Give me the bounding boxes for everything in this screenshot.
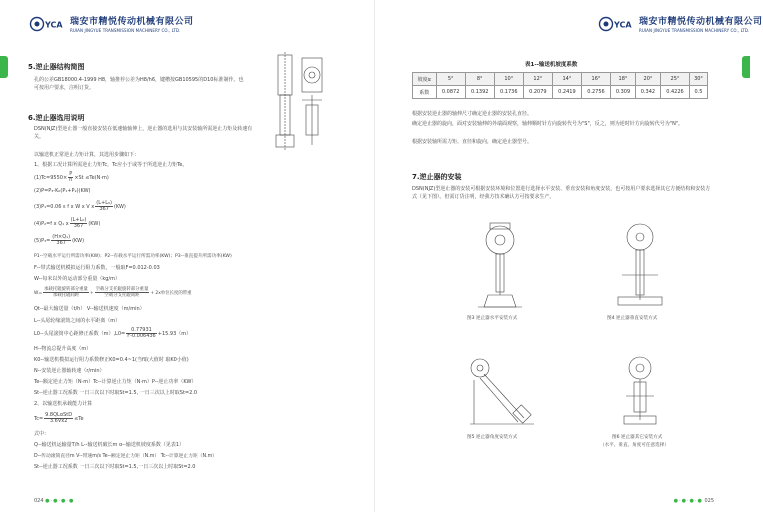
formula-1-lhs: (1)Tc=9550× <box>34 175 68 181</box>
table-row <box>413 73 708 86</box>
formula-label: 式中： <box>34 431 50 437</box>
table-cell: 14° <box>552 73 581 86</box>
para-bore: 根据安装逆止器的轴伸尺寸确定逆止器的安装孔直径。 <box>412 111 533 117</box>
para-model: 根据安装轴所需力矩、直径和旋向，确定逆止器型号。 <box>412 139 533 145</box>
company-name-cn: 瑞安市精悦传动机械有限公司 <box>70 17 194 27</box>
var-qt: Qt--最大输送量（t/h） V--输送机速度（m/min） <box>34 306 145 312</box>
formula-3-num: (L+L₀) <box>96 200 112 206</box>
formula-2: (2)P=P₃-K₀(P₁+P₂)(KW) <box>34 188 91 194</box>
step2-text: 2、以输送机承载能力计算 <box>34 401 93 407</box>
fig5-caption: 图5 逆止器角度安装方式 <box>467 435 518 440</box>
company-name-en-right: RUIAN JINGYUE TRANSMISSION MACHINERY CO., LTD. <box>639 28 750 33</box>
fig3-horizontal-install-drawing <box>460 215 540 310</box>
backstop-structure-diagram <box>268 50 328 155</box>
var-h: H--物流总提升高度（m） <box>34 346 92 352</box>
formula-5-num: (H×Q₁) <box>52 234 71 240</box>
para-rotation: 确定逆止器的旋向，面对安装轴伸的外端面观察，轴伸顺时针方向旋转代号为"S"，反之，则为逆时针方向旋转代号为"N"。 <box>412 121 684 127</box>
formula-1-num: P <box>69 171 73 177</box>
table-cell: 18° <box>611 73 636 86</box>
formula-l0-num: 0.77931 <box>126 328 157 334</box>
formula-w-num2: 空载分支托辊旋转部分重量 <box>95 287 149 292</box>
fig5-angle-install-drawing <box>460 350 540 430</box>
section5-text: 孔的公差GB18000.4-1999 H8，轴推荐公差为H8/h6，键槽按GB10595的D10标准制作。也可按用户要求，注明订货。 <box>34 77 244 91</box>
green-tab-left <box>0 56 8 78</box>
page-number-right-value: 025 <box>704 498 714 504</box>
formula-1-rhs: ×St ≤Te(N·m) <box>74 175 109 181</box>
page-number-left-value: 024 <box>34 498 44 504</box>
table-cell: 0.1736 <box>494 86 523 99</box>
table-row <box>413 86 708 99</box>
formula-l0 <box>34 328 191 339</box>
formula-w-rhs: + 2x单位长度的带重 <box>150 291 192 296</box>
company-name-en: RUIAN JINGYUE TRANSMISSION MACHINERY CO., LTD. <box>70 28 181 33</box>
fig6-subcaption: （水平、垂直、角度可任意选择） <box>600 443 669 448</box>
steps-intro: 以输送机正常逆止力矩计算，其选用步骤如下： <box>34 152 140 158</box>
table-cell: 5° <box>436 73 465 86</box>
formula-4-den: 367 <box>73 223 84 229</box>
formula-3-rhs: (KW) <box>113 204 126 210</box>
company-logo <box>28 14 194 33</box>
table-cell: 10° <box>494 73 523 86</box>
formula-5-lhs: (5)P₃= <box>34 238 51 244</box>
table-cell: 0.5 <box>690 86 708 99</box>
fig4-vertical-install-drawing <box>600 215 680 310</box>
table-cell: 0.2419 <box>552 86 581 99</box>
var-q: Q--输送机运输量T/h L--输送机破长m α--输送机坡度系数（见表1） <box>34 442 185 448</box>
table-cell: 0.2756 <box>581 86 610 99</box>
formula-3-den: 367 <box>99 206 109 212</box>
formula-l0-den: F-0.006436 <box>127 333 156 339</box>
var-n: N--安装逆止器轴转速（r/min） <box>34 368 105 374</box>
table-cell: 0.2079 <box>523 86 552 99</box>
decor-dots-right: ●·●·●·● <box>673 498 703 504</box>
table-cell: 0.4226 <box>660 86 689 99</box>
fig6-caption: 图6 逆止器其它安装方式 <box>612 435 663 440</box>
table-cell: 0.1392 <box>465 86 494 99</box>
logo-gear-icon-right <box>597 16 635 32</box>
var-te: Te--额定逆止力矩（N·m）Tc--计算逆止力矩（N·m）P--逆止功率（KW） <box>34 379 197 385</box>
table-cell: 0.309 <box>611 86 636 99</box>
table-cell: 12° <box>523 73 552 86</box>
page-number-left <box>34 498 74 504</box>
table-cell: 0.0872 <box>436 86 465 99</box>
section5-title: 5.逆止器结构简图 <box>28 63 85 71</box>
table-cell: 25° <box>660 73 689 86</box>
table-caption: 表1--输送机坡度系数 <box>525 62 578 68</box>
formula-tc <box>34 413 84 424</box>
formula-w-num1: 承载托辊旋转部分重量 <box>44 287 88 292</box>
var-w: W--每米以外的运动部分重量（kg/m） <box>34 276 120 282</box>
formula-w <box>34 287 192 298</box>
var-l: L--头尾轮缘滚筒之间的水平距离（m） <box>34 318 121 324</box>
formula-4-lhs: (4)P₂=f x Q₁ x <box>34 221 69 227</box>
var-d: D--传动滚筒直径m V--带速m/s Te--额定逆止力矩（N.m） Tc--计算逆止力矩（N.m） <box>34 454 218 459</box>
formula-tc-den: 3.6Vx2 <box>49 418 68 424</box>
formula-5-den: 367 <box>56 240 66 246</box>
formula-w-den2: 空载分支托辊间距 <box>104 293 140 298</box>
var-st: St--逆止器工况系数 一日三次以下时取St=1.5, 一日三次以上时取St=2.0 <box>34 390 198 396</box>
formula-l0-rhs: +15.93（m） <box>157 331 192 337</box>
formula-4 <box>34 218 100 229</box>
var-st2: St--逆止器工况系数 一日三次以下时取St=1.5,一日三次以上时取St=2.0 <box>34 464 196 470</box>
section6-text: DSN(NJZ)型逆止器一般直接安装在低速轴轴伸上，逆止器的选用与其安装轴所需逆止力矩及转速有关。 <box>34 126 253 140</box>
section7-title: 7.逆止器的安装 <box>412 173 462 181</box>
logo-gear-icon <box>28 16 66 32</box>
company-logo-right <box>597 14 763 33</box>
table-row-label: 坡度α <box>413 73 437 86</box>
logo-mark-text-right: YCA <box>614 20 632 29</box>
page-number-right <box>674 498 714 504</box>
table-row-label: 系数 <box>413 86 437 99</box>
step1-text: 1、根据工况计算所需逆止力矩Tc，Tc应小于或等于所选逆止力矩Te。 <box>34 162 188 168</box>
fig4-caption: 图4 逆止器垂直安装方式 <box>607 316 658 321</box>
formula-tc-lhs: Tc= <box>34 416 44 422</box>
left-page <box>0 0 375 512</box>
fig3-caption: 图3 逆止器水平安装方式 <box>467 316 518 321</box>
section7-text: DSN(NJZ)型逆止器的安装可根据安装环境和位置进行选择水平安装、垂直安装和角度安装，也可按用户要求选择其它方便结构和安装方式（见下图）。但需订货注明，经我方技术确认方可按要求生产。 <box>412 186 711 200</box>
formula-l0-lhs: L0--头尾滚筒中心距修正系数（m）,L0= <box>34 331 126 337</box>
logo-mark-text: YCA <box>45 20 63 29</box>
fig6-other-install-drawing <box>600 350 680 430</box>
section6-title: 6.逆止器选用说明 <box>28 114 85 122</box>
formula-4-num: (L+L₀) <box>70 217 87 223</box>
var-f: F--带式输送机模拟运行阻力系数，一般取F=0.012-0.03 <box>34 265 160 271</box>
formula-5-rhs: (KW) <box>72 238 85 244</box>
var-power: P1--空载水平运行所需功率(KW)；P2--有载水平运行所需功率(KW)；P3--垂直提升所需功率(KW) <box>34 254 232 259</box>
table-cell: 16° <box>581 73 610 86</box>
formula-4-rhs: (KW) <box>88 221 101 227</box>
formula-w-lhs: W= <box>34 291 43 296</box>
slope-coefficient-table <box>412 72 708 99</box>
decor-dots-left: ●·●·●·● <box>45 498 75 504</box>
formula-tc-rhs: ≤Te <box>74 416 84 422</box>
table-cell: 30° <box>690 73 708 86</box>
table-cell: 8° <box>465 73 494 86</box>
table-cell: 20° <box>635 73 660 86</box>
formula-3 <box>34 201 126 212</box>
formula-tc-num: 9.8QLαStD <box>45 412 73 418</box>
company-name-cn-right: 瑞安市精悦传动机械有限公司 <box>639 17 763 27</box>
green-tab-right <box>742 56 750 78</box>
formula-1 <box>34 172 109 183</box>
formula-5 <box>34 235 84 246</box>
formula-3-lhs: (3)P₁=0.06 ε f x W x V x <box>34 204 95 210</box>
formula-w-plus: + <box>89 291 94 296</box>
var-k0: K0--输送机模拟运行阻力系数修正K0=0.4~1(当f取大值时 取K0小值) <box>34 357 189 363</box>
table-cell: 0.342 <box>635 86 660 99</box>
formula-1-den: n <box>69 177 73 183</box>
formula-w-den1: 承载托辊间距 <box>52 293 80 298</box>
right-page <box>375 0 763 512</box>
